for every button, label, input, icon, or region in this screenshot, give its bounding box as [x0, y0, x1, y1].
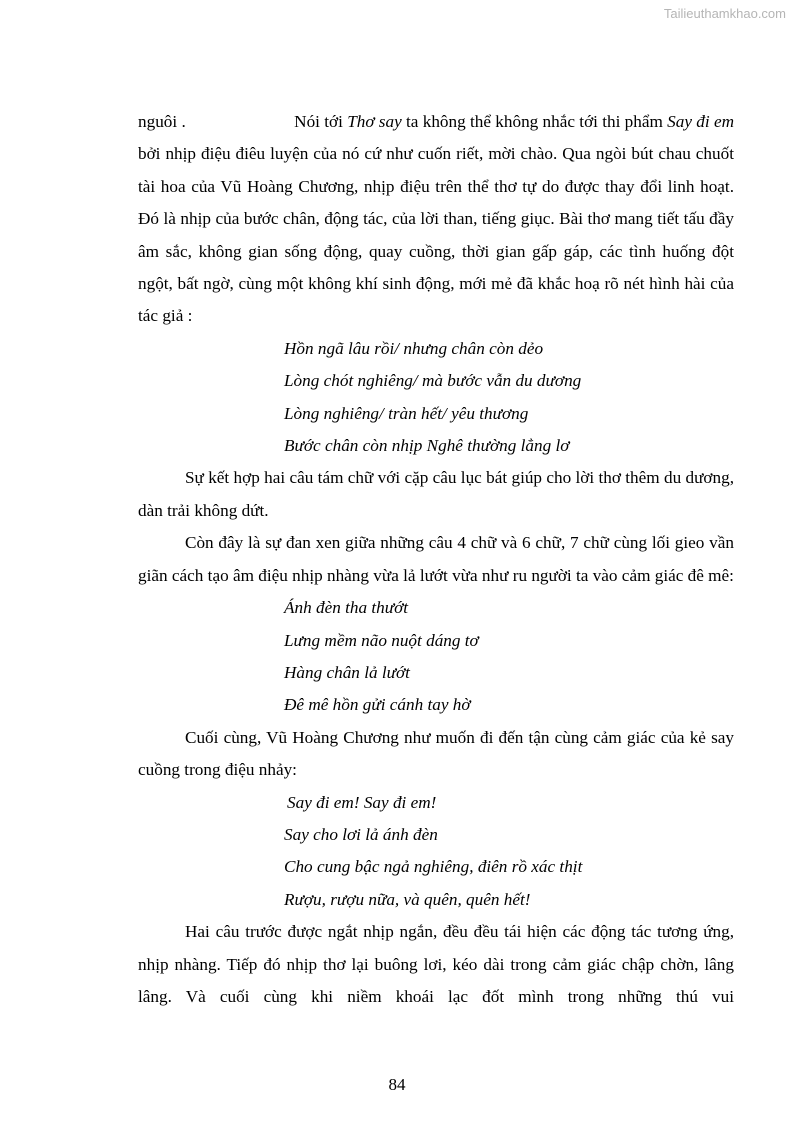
verse-block-3: [138, 787, 734, 917]
paragraph-2: Sự kết hợp hai câu tám chữ với cặp câu lục bát giúp cho lời thơ thêm du dương, dàn trải không dứt.: [138, 468, 734, 520]
poem-title-tho-say: Thơ say: [347, 112, 402, 131]
verse-line: Say đi em! Say đi em!: [287, 792, 437, 812]
verse-block-1: [138, 333, 734, 463]
verse-block-2: [138, 592, 734, 722]
verse-line: Say cho lơi lả ánh đèn: [284, 824, 438, 844]
watermark: Tailieuthamkhao.com: [663, 6, 786, 21]
verse-line: Đê mê hồn gửi cánh tay hờ: [284, 695, 471, 715]
poem-title-say-di-em: Say đi em: [667, 112, 734, 131]
paragraph-3: Còn đây là sự đan xen giữa những câu 4 chữ và 6 chữ, 7 chữ cùng lối gieo vần giãn cách tạo âm điệu nhịp nhàng vừa lả lướt vừa như ru người ta vào cảm giác đê mê:: [138, 533, 734, 585]
verse-line: Lưng mềm não nuột dáng tơ: [284, 630, 479, 650]
paragraph-1-body: bởi nhịp điệu điêu luyện của nó cứ như cuốn riết, mời chào. Qua ngòi bút chau chuốt tài hoa của Vũ Hoàng Chương, nhịp điệu trên thể thơ tự do được thay đổi linh hoạt. Đó là nhịp của bước chân, động tác, của lời than, tiếng giục. Bài thơ mang tiết tấu đầy âm sắc, không gian sống động, quay cuồng, thời gian gấp gáp, các tình huống đột ngột, bất ngờ, cùng một không khí sinh động, mới mẻ đã khắc hoạ rõ nét hình hài của tác giả :: [138, 144, 734, 326]
verse-line: Ánh đèn tha thướt: [284, 598, 409, 618]
verse-line: Rượu, rượu nữa, và quên, quên hết!: [284, 889, 531, 909]
verse-line: Hồn ngã lâu rồi/ nhưng chân còn dẻo: [284, 338, 544, 358]
paragraph-1-intro: Nói tới Thơ say ta không thể không nhắc tới thi phẩm Say đi em: [294, 112, 734, 131]
verse-line: Lòng nghiêng/ tràn hết/ yêu thương: [284, 403, 529, 423]
paragraph-4: Cuối cùng, Vũ Hoàng Chương như muốn đi đến tận cùng cảm giác của kẻ say cuồng trong điệu nhảy:: [138, 727, 734, 780]
verse-line: Hàng chân lả lướt: [284, 662, 410, 682]
paragraph-1-lead: nguôi .: [138, 112, 186, 131]
verse-line: Bước chân còn nhịp Nghê thường lẳng lơ: [284, 436, 570, 456]
document-body: [138, 106, 734, 1013]
verse-line: Lòng chót nghiêng/ mà bước vẫn du dương: [284, 371, 582, 391]
paragraph-5: Hai câu trước được ngắt nhịp ngắn, đều đều tái hiện các động tác tương ứng, nhịp nhàng. Tiếp đó nhịp thơ lại buông lơi, kéo dài trong cảm giác chập chờn, lâng lâng. Và cuối cùng khi niềm khoái lạc đốt mình trong những thú vui: [138, 922, 734, 1006]
paragraph-1-first-line: [138, 106, 734, 138]
page-number: 84: [388, 1075, 406, 1094]
verse-line: Cho cung bậc ngả nghiêng, điên rồ xác thịt: [284, 857, 583, 877]
